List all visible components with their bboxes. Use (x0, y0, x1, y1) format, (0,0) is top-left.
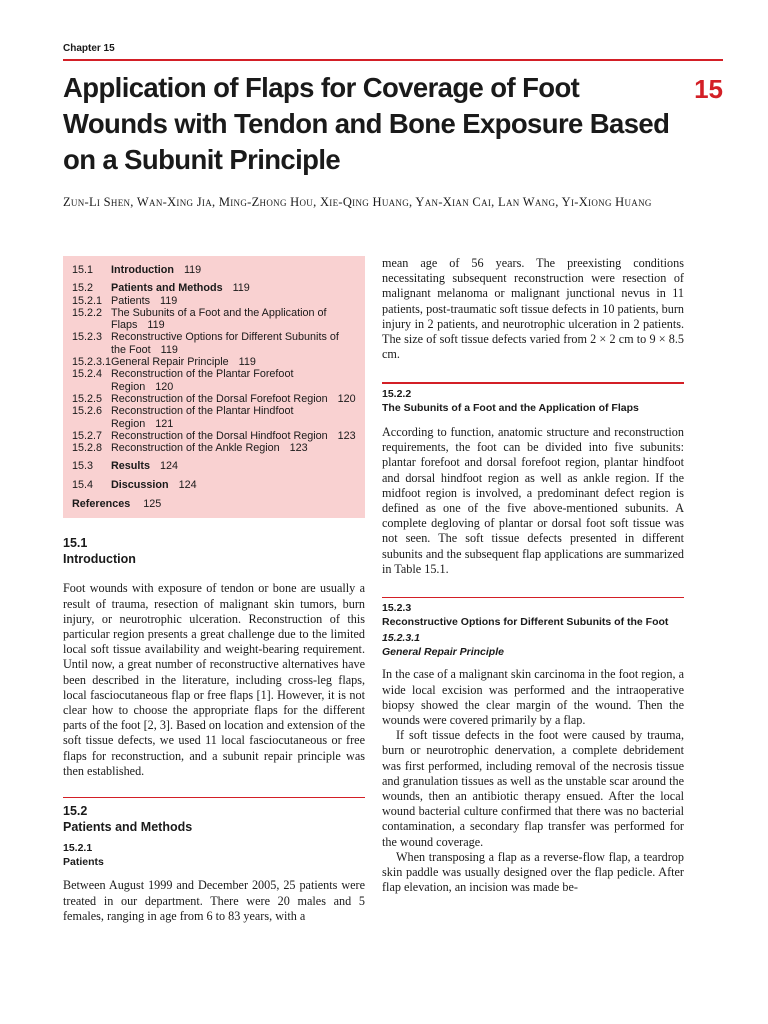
toc-entry[interactable] (72, 442, 356, 454)
subsection-number: 15.2.3 (382, 602, 412, 615)
toc-entry-number: 15.4 (72, 478, 94, 491)
toc-entry[interactable] (72, 331, 356, 356)
toc-entry-page: 123 (289, 442, 308, 455)
toc-entry[interactable] (72, 282, 356, 294)
table-of-contents (63, 256, 365, 518)
toc-entry-title (111, 264, 356, 276)
toc-entry-page: 124 (178, 478, 197, 491)
toc-entry-title (111, 479, 356, 491)
toc-entry-label: Reconstruction of the Dorsal Forefoot Region (111, 392, 328, 405)
toc-entry[interactable] (72, 479, 356, 491)
toc-entry-page: 119 (232, 282, 250, 295)
subsection-number: 15.2.1 (63, 842, 93, 855)
toc-references-page: 125 (143, 498, 162, 511)
toc-entry-title (111, 460, 356, 472)
toc-entry-number: 15.2.1 (72, 294, 103, 307)
toc-entry-title (111, 282, 356, 294)
toc-entry-number: 15.1 (72, 264, 94, 276)
toc-entry-page: 123 (337, 429, 356, 442)
left-column (63, 256, 365, 924)
toc-entry-label: General Repair Principle (111, 356, 229, 369)
toc-entry[interactable] (72, 405, 356, 430)
toc-entry-label: Reconstructive Options for Different Subunits of the Foot (111, 331, 339, 356)
toc-entry-title (111, 295, 356, 307)
toc-entry-number: 15.2.3.1 (72, 356, 112, 369)
toc-entry-page: 119 (147, 319, 165, 332)
toc-entry-label: Reconstruction of the Plantar Forefoot Region (111, 368, 294, 393)
toc-entry-label: Reconstruction of the Dorsal Hindfoot Region (111, 429, 328, 442)
subsection-title: Reconstructive Options for Different Subunits of the Foot (382, 616, 669, 629)
options-paragraph-1: In the case of a malignant skin carcinoma in the foot region, a wide local excision was performed and the intraoperative biopsy showed the clear margin of the wound. Then the wounds were covered primarily by a flap. (382, 667, 684, 728)
toc-entry-page: 119 (160, 294, 178, 307)
section-title: Patients and Methods (63, 820, 193, 835)
toc-entry-label: The Subunits of a Foot and the Application of Flaps (111, 306, 327, 332)
author-list: Zun-Li Shen, Wan-Xing Jia, Ming-Zhong Hou, Xie-Qing Huang, Yan-Xian Cai, Lan Wang, Yi-Xiong Huang (63, 195, 652, 209)
toc-entry-page: 121 (155, 417, 174, 430)
section-options (382, 601, 684, 659)
page-title: Application of Flaps for Coverage of Foot Wounds with Tendon and Bone Exposure Based on a Subunit Principle (63, 72, 670, 175)
toc-entry-page: 120 (155, 380, 174, 393)
toc-entry-label: Patients (111, 294, 151, 307)
section-subunits (382, 387, 684, 415)
toc-entry-label: Reconstruction of the Ankle Region (111, 442, 280, 455)
chapter-label: Chapter 15 (63, 43, 115, 54)
toc-list (72, 264, 356, 491)
toc-entry-title (111, 393, 356, 405)
toc-entry-number: 15.2.4 (72, 368, 103, 381)
toc-entry-number: 15.2.7 (72, 429, 103, 442)
toc-entry-number: 15.2.6 (72, 405, 103, 418)
subsection-title: The Subunits of a Foot and the Application of Flaps (382, 401, 639, 414)
toc-entry[interactable] (72, 356, 356, 368)
toc-entry-page: 120 (337, 392, 356, 405)
toc-entry-label: Introduction (111, 264, 174, 276)
toc-entry-number: 15.2.5 (72, 392, 103, 405)
patients-paragraph: Between August 1999 and December 2005, 25 patients were treated in our department. There were 20 males and 5 females, ranging in age from 6 to 83 years, with a (63, 878, 365, 923)
toc-entry[interactable] (72, 460, 356, 472)
toc-references-label: References (72, 498, 131, 511)
section-patients-methods (63, 803, 365, 869)
toc-entry-title (111, 307, 356, 332)
subunits-paragraph: According to function, anatomic structure and reconstruction requirements, the foot can be divided into five subunits: plantar forefoot and dorsal forefoot region, plantar hindfoot and dorsal hindfoot region as well as ankle region. If the midfoot region is involved, a predominant defect region is defined as one of the five above-mentioned subunits. A complete degloving of plantar or dorsal foot soft tissue was not seen. The soft tissue defects presented in different subunits and the subsequent flap applications are summarized in Table 15.1. (382, 424, 684, 576)
toc-references[interactable] (72, 498, 356, 510)
toc-entry[interactable] (72, 393, 356, 405)
toc-entry[interactable] (72, 368, 356, 393)
toc-entry-title (111, 356, 356, 368)
toc-entry-number: 15.2.8 (72, 442, 103, 455)
options-paragraph-2: If soft tissue defects in the foot were caused by trauma, burn or neurotrophic denervation, a complete debridement was first performed, including removal of the necrosis tissue and granulation tissues as well as the unstable scar around the wounds, then an antibiotic therapy ensued. After the local wound bacterial culture confirmed that there was no bacterial contamination, a secondary flap transfer was performed for the wound coverage. (382, 728, 684, 849)
toc-entry-label: Patients and Methods (111, 282, 223, 295)
toc-entry-page: 119 (183, 264, 202, 276)
toc-entry-label: Discussion (111, 478, 169, 491)
toc-entry-page: 124 (160, 460, 179, 473)
toc-entry-page: 119 (238, 356, 256, 369)
chapter-rule (63, 59, 723, 61)
right-column (382, 256, 684, 896)
intro-paragraph: Foot wounds with exposure of tendon or bone are usually a result of trauma, resection of malignant skin tumors, burn injury, or neurotrophic ulceration. Reconstruction of this particular region presents a great challenge due to the limited local soft tissue availability and weight-bearing requirement. Until now, a great number of reconstructive alternatives have been described in the literature, including cross-leg flaps, local fasciocutaneous flap or free flaps [1]. However, it is not clear how to choose the appropriate flaps for the different parts of the foot [2, 3]. Based on location and extension of the soft tissue defects, we used 11 local fasciocutaneous or free flaps for reconstruction, and a subunit repair principle was then established. (63, 581, 365, 778)
continued-paragraph: mean age of 56 years. The preexisting conditions necessitating subsequent reconstruction were resection of malignant melanoma or malignant junctional nevus in 11 patients, post-traumatic soft tissue defects in 10 patients, burn injury in 2 patients, and neurotrophic ulceration in 2 patients. The size of soft tissue defects varied from 2 × 2 cm to 9 × 8.5 cm. (382, 256, 684, 362)
section-number: 15.2 (63, 804, 88, 819)
toc-entry-title (111, 405, 356, 430)
toc-entry-label: Results (111, 460, 151, 473)
subsubsection-number: 15.2.3.1 (382, 632, 420, 645)
toc-entry-title (111, 442, 356, 454)
toc-entry-label: Reconstruction of the Plantar Hindfoot Region (111, 405, 294, 430)
toc-entry[interactable] (72, 307, 356, 332)
subsection-number: 15.2.2 (382, 387, 412, 400)
toc-entry[interactable] (72, 430, 356, 442)
toc-entry-number: 15.2.2 (72, 306, 103, 319)
section-title: Introduction (63, 552, 136, 567)
section-number: 15.1 (63, 536, 88, 551)
toc-entry[interactable] (72, 295, 356, 307)
toc-entry-page: 119 (160, 343, 178, 356)
options-paragraph-3: When transposing a flap as a reverse-flow flap, a teardrop skin paddle was usually designed over the flap pedicle. After flap elevation, an incision was made be- (382, 849, 684, 895)
subsection-title: Patients (63, 856, 104, 869)
toc-entry[interactable] (72, 264, 356, 276)
section-introduction (63, 535, 365, 567)
toc-entry-title (111, 368, 356, 393)
toc-entry-title (111, 430, 356, 442)
chapter-number: 15 (694, 74, 723, 104)
toc-entry-number: 15.2.3 (72, 331, 103, 344)
toc-entry-number: 15.2 (72, 282, 94, 295)
subsubsection-title: General Repair Principle (382, 646, 504, 659)
toc-entry-title (111, 331, 356, 356)
toc-entry-number: 15.3 (72, 460, 94, 473)
